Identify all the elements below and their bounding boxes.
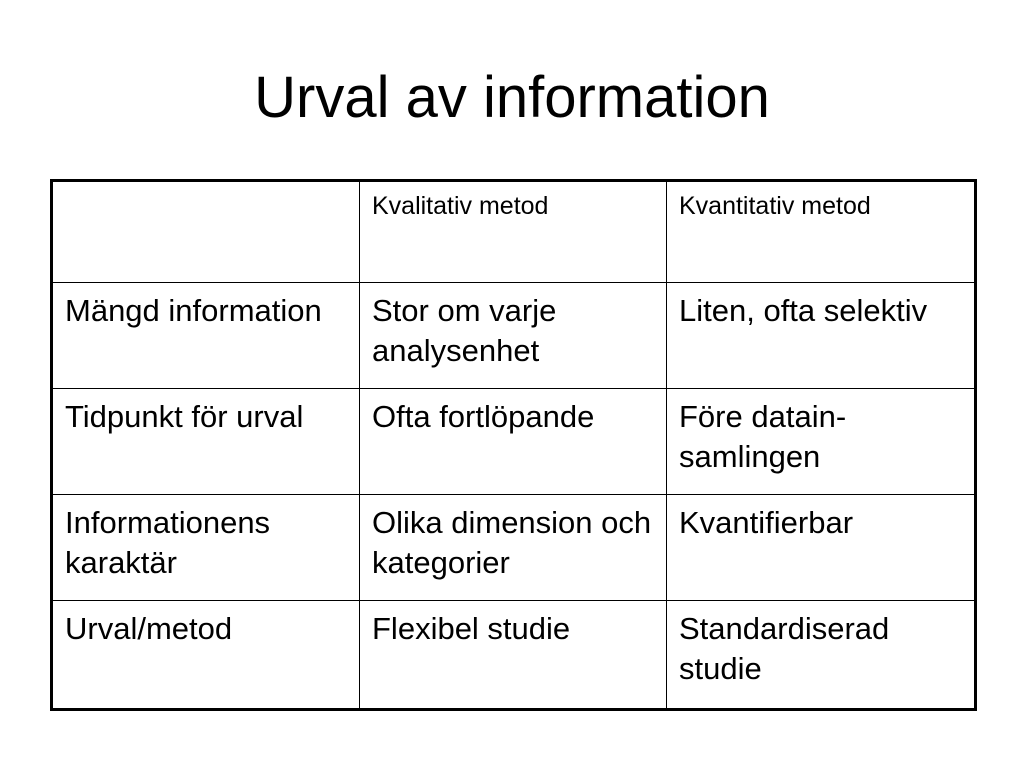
- table-cell: Liten, ofta selektiv: [667, 283, 976, 389]
- table-cell: Ofta fortlöpande: [360, 389, 667, 495]
- comparison-table: [50, 179, 977, 711]
- table-cell: Före datain-samlingen: [667, 389, 976, 495]
- table-cell: Flexibel studie: [360, 601, 667, 710]
- table-header-row: [52, 181, 976, 283]
- row-label-cell: Informationens karaktär: [52, 495, 360, 601]
- table-cell: Standardiserad studie: [667, 601, 976, 710]
- row-label-cell: Mängd information: [52, 283, 360, 389]
- table-cell: Olika dimension och kategorier: [360, 495, 667, 601]
- header-cell-kvantitativ: Kvantitativ metod: [667, 181, 976, 283]
- table-row: [52, 601, 976, 710]
- row-label-cell: Urval/metod: [52, 601, 360, 710]
- table-row: [52, 495, 976, 601]
- header-cell-kvalitativ: Kvalitativ metod: [360, 181, 667, 283]
- table-row: [52, 389, 976, 495]
- table-row: [52, 283, 976, 389]
- table-cell: Kvantifierbar: [667, 495, 976, 601]
- row-label-cell: Tidpunkt för urval: [52, 389, 360, 495]
- slide-title: Urval av information: [254, 65, 770, 130]
- table-cell: Stor om varje analysenhet: [360, 283, 667, 389]
- header-cell-empty: [52, 181, 360, 283]
